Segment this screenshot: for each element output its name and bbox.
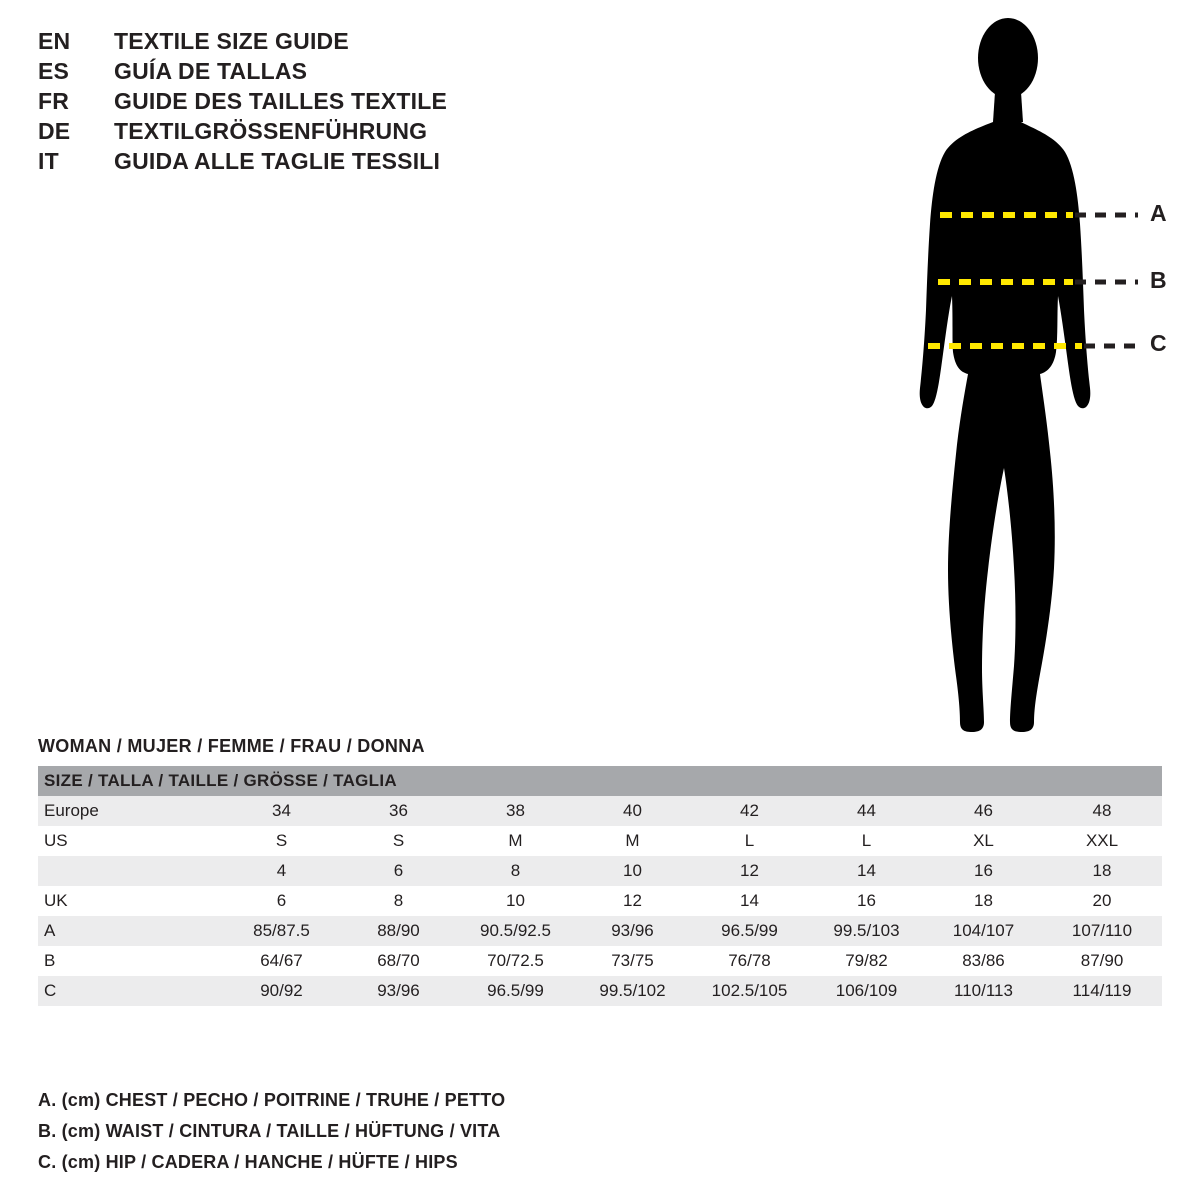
table-cell: 93/96 [574, 916, 691, 946]
title-text: GUIDE DES TAILLES TEXTILE [114, 88, 447, 114]
table-cell: 20 [1042, 886, 1162, 916]
table-cell: L [808, 826, 925, 856]
table-cell: 8 [457, 856, 574, 886]
row-label: C [38, 976, 223, 1006]
table-cell: 90.5/92.5 [457, 916, 574, 946]
title-text: GUIDA ALLE TAGLIE TESSILI [114, 148, 441, 174]
footnotes [38, 1090, 938, 1183]
table-cell: S [223, 826, 340, 856]
table-cell: 42 [691, 796, 808, 826]
figure-label-a: A [1150, 200, 1167, 226]
table-cell: 73/75 [574, 946, 691, 976]
title-language-code: EN [38, 28, 71, 54]
table-cell: 96.5/99 [457, 976, 574, 1006]
title-row [38, 118, 738, 148]
table-cell: 85/87.5 [223, 916, 340, 946]
table-cell: 18 [925, 886, 1042, 916]
table-cell: 48 [1042, 796, 1162, 826]
table-cell: 10 [457, 886, 574, 916]
footnote-b: B. (cm) WAIST / CINTURA / TAILLE / HÜFTUNG / VITA [38, 1121, 501, 1141]
table-cell: M [457, 826, 574, 856]
measurement-figure [860, 10, 1190, 750]
table-row [38, 796, 1162, 826]
table-cell: 93/96 [340, 976, 457, 1006]
table-cell: 6 [340, 856, 457, 886]
title-language-code: DE [38, 118, 71, 144]
table-cell: L [691, 826, 808, 856]
title-block [38, 28, 738, 178]
table-cell: M [574, 826, 691, 856]
section-caption: WOMAN / MUJER / FEMME / FRAU / DONNA [38, 736, 425, 756]
table-row [38, 886, 1162, 916]
size-table [38, 766, 1162, 1006]
table-row [38, 856, 1162, 886]
title-language-code: ES [38, 58, 70, 84]
row-label: UK [38, 886, 223, 916]
row-label: A [38, 916, 223, 946]
title-row [38, 28, 738, 58]
table-cell: 99.5/103 [808, 916, 925, 946]
row-label [38, 856, 223, 886]
title-row [38, 88, 738, 118]
table-cell: 83/86 [925, 946, 1042, 976]
title-row [38, 58, 738, 88]
table-cell: 104/107 [925, 916, 1042, 946]
title-text: TEXTILGRÖSSENFÜHRUNG [114, 118, 428, 144]
table-cell: 10 [574, 856, 691, 886]
title-language-code: FR [38, 88, 70, 114]
table-cell: 99.5/102 [574, 976, 691, 1006]
table-cell: S [340, 826, 457, 856]
table-cell: 38 [457, 796, 574, 826]
title-text: GUÍA DE TALLAS [114, 58, 308, 84]
table-cell: 88/90 [340, 916, 457, 946]
table-cell: 4 [223, 856, 340, 886]
table-header-label: SIZE / TALLA / TAILLE / GRÖSSE / TAGLIA [38, 766, 1162, 796]
table-row [38, 916, 1162, 946]
table-cell: 76/78 [691, 946, 808, 976]
size-table-section [38, 736, 1162, 1006]
title-row [38, 148, 738, 178]
table-cell: 79/82 [808, 946, 925, 976]
title-text: TEXTILE SIZE GUIDE [114, 28, 349, 54]
table-cell: 102.5/105 [691, 976, 808, 1006]
table-cell: 68/70 [340, 946, 457, 976]
table-cell: 14 [808, 856, 925, 886]
woman-silhouette-icon [860, 10, 1190, 750]
table-cell: 110/113 [925, 976, 1042, 1006]
table-cell: 6 [223, 886, 340, 916]
table-cell: 70/72.5 [457, 946, 574, 976]
row-label: Europe [38, 796, 223, 826]
table-cell: 106/109 [808, 976, 925, 1006]
table-cell: 87/90 [1042, 946, 1162, 976]
table-cell: 16 [925, 856, 1042, 886]
table-cell: 34 [223, 796, 340, 826]
table-row [38, 826, 1162, 856]
table-cell: 96.5/99 [691, 916, 808, 946]
table-cell: 12 [691, 856, 808, 886]
table-cell: 8 [340, 886, 457, 916]
table-cell: 14 [691, 886, 808, 916]
table-cell: 18 [1042, 856, 1162, 886]
table-row [38, 946, 1162, 976]
table-cell: 46 [925, 796, 1042, 826]
footnote-a: A. (cm) CHEST / PECHO / POITRINE / TRUHE / PETTO [38, 1090, 506, 1110]
figure-label-b: B [1150, 267, 1167, 293]
table-cell: 36 [340, 796, 457, 826]
row-label: US [38, 826, 223, 856]
table-cell: 90/92 [223, 976, 340, 1006]
footnote-c: C. (cm) HIP / CADERA / HANCHE / HÜFTE / HIPS [38, 1152, 458, 1172]
row-label: B [38, 946, 223, 976]
table-header-row [38, 766, 1162, 796]
table-cell: 114/119 [1042, 976, 1162, 1006]
table-cell: XXL [1042, 826, 1162, 856]
figure-label-c: C [1150, 330, 1167, 356]
table-cell: 16 [808, 886, 925, 916]
table-cell: 44 [808, 796, 925, 826]
table-cell: 107/110 [1042, 916, 1162, 946]
table-cell: XL [925, 826, 1042, 856]
table-row [38, 976, 1162, 1006]
table-cell: 12 [574, 886, 691, 916]
table-cell: 40 [574, 796, 691, 826]
title-language-code: IT [38, 148, 59, 174]
table-cell: 64/67 [223, 946, 340, 976]
